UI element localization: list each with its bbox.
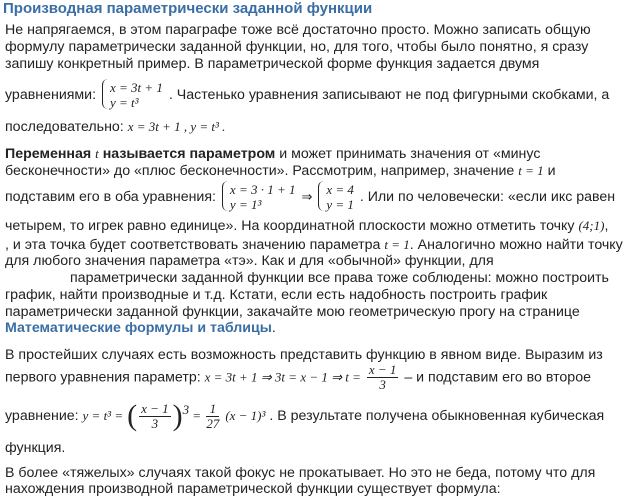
- p2-line2: [5, 162, 556, 180]
- formula-express-t: x = 3t + 1 ⇒ 3t = x − 1 ⇒ t =: [204, 369, 361, 385]
- p1-line4: [5, 80, 609, 110]
- p2-line2-text: бесконечности» до «плюс бесконечности». Рассмотрим, например, значение: [5, 163, 515, 179]
- p2-line7: параметрически заданной функции все права тоже соблюдены: можно построить: [70, 270, 609, 286]
- fraction-2-denominator: 3: [151, 415, 159, 431]
- p1-line2: формулу параметрически заданной функции, но, для того, чтобы было понятно, я сразу: [5, 39, 589, 55]
- p4-line2: нахождения производной параметрической функции существует формула:: [5, 481, 501, 497]
- formula-t-eq-1-b: t = 1: [384, 237, 410, 252]
- fraction-2-numerator: x − 1: [141, 400, 169, 416]
- p1-line5-text: последовательно:: [5, 119, 124, 135]
- p3-line1: В простейших случаях есть возможность представить функцию в явном виде. Выразим из: [5, 347, 603, 363]
- term-variable: Переменная: [5, 146, 92, 162]
- p2-line5: [5, 236, 623, 254]
- system-2: [222, 182, 296, 212]
- p1-line4-text: уравнениями:: [5, 86, 97, 103]
- system-2-row-2: y = 1³: [229, 197, 262, 212]
- p2-line9: параметрически заданной функции, закачайте мою геометрическую прогу на странице: [5, 304, 580, 320]
- var-t: t: [95, 146, 99, 161]
- p3-line2-text: первого уравнения параметр:: [5, 369, 201, 386]
- p2-line8: график, найти производные и т.д. Кстати, если есть надобность построить график: [5, 287, 548, 303]
- p3-line4: функция.: [5, 440, 66, 456]
- p2-line4-comma: ,: [604, 218, 609, 234]
- p1-line5: [5, 118, 225, 136]
- p2-line10: [5, 320, 276, 337]
- p2-line1: [5, 145, 540, 163]
- section-title: Производная параметрически заданной функции: [3, 0, 373, 17]
- p3-line3-rest: . В результате получена обыкновенная кубическая: [269, 407, 605, 424]
- fraction-2: [139, 402, 171, 431]
- system-1-row-1: x = 3t + 1: [110, 80, 163, 95]
- p2-line4-text: четырем, то игрек равно единице». На координатной плоскости можно отметить точку: [5, 218, 575, 234]
- system-2-row-1: x = 3 · 1 + 1: [229, 182, 296, 197]
- p3-line3: уравнение: y = t³ = ( $\frac{x - 1}{3}$ )$^3$ = $\frac{1}{27}$ (x − 1)³ . В результате получена обыкновенная кубическая: [5, 399, 605, 432]
- p2-link-period: .: [271, 320, 276, 336]
- formula-y-eq: y = t³ =: [82, 407, 124, 423]
- fraction-3: [206, 402, 219, 431]
- p3-line3-text: уравнение:: [5, 407, 79, 424]
- fraction-3-numerator: 1: [206, 402, 219, 417]
- p1-line3: запишу конкретный пример. В параметрической форме функция задается двумя: [5, 56, 540, 72]
- fraction-x-minus-1-over-3: [367, 363, 399, 392]
- p2-line1-rest: и может принимать значения от «минус: [279, 146, 541, 162]
- formulas-tables-link[interactable]: Математические формулы и таблицы: [5, 320, 272, 336]
- formula-sequential: x = 3t + 1 , y = t³ .: [127, 119, 226, 134]
- fraction-1-numerator: x − 1: [368, 362, 397, 377]
- p1-line1: Не напрягаемся, в этом параграфе тоже всё достаточно просто. Можно записать общую: [5, 22, 591, 38]
- p2-line5-rest: . Аналогично можно найти точку: [409, 237, 623, 253]
- p2-line6: для любого значения параметра «тэ». Как и для «обычной» функции, для: [5, 253, 494, 269]
- formula-t-eq-1: t = 1: [518, 163, 544, 178]
- p2-line3-rest: . Или по человечески: «если икс равен: [359, 188, 616, 205]
- p3-line2-rest: – и подставим его во второе: [404, 369, 591, 386]
- p2-line5-text: , и эта точка будет соответствовать значению параметра: [5, 237, 381, 253]
- point-4-1: (4;1): [578, 218, 605, 233]
- p1-line4-rest: . Частенько уравнения записывают не под фигурными скобками, а: [168, 86, 610, 103]
- implies-arrow: ⇒: [301, 188, 313, 204]
- p2-line4: [5, 217, 608, 235]
- p2-line2-rest: и: [547, 163, 556, 179]
- p4-line1: В более «тяжелых» случаях такой фокус не прокатывает. Но это не беда, потому что для: [5, 465, 596, 481]
- equals-sign: =: [193, 407, 201, 423]
- system-3-row-2: y = 1: [326, 197, 354, 212]
- p3-line2: [5, 363, 591, 392]
- p2-line3: [5, 182, 615, 212]
- system-3-row-1: x = 4: [326, 182, 354, 197]
- fraction-1-denominator: 3: [379, 377, 386, 392]
- system-1: [102, 80, 163, 110]
- system-1-row-2: y = t³: [110, 95, 139, 110]
- term-parameter: называется параметром: [102, 146, 276, 162]
- fraction-3-denominator: 27: [206, 415, 220, 431]
- p2-line3-text: подставим его в оба уравнения:: [5, 188, 216, 205]
- formula-cubic: (x − 1)³: [225, 407, 266, 423]
- system-3: [318, 182, 354, 212]
